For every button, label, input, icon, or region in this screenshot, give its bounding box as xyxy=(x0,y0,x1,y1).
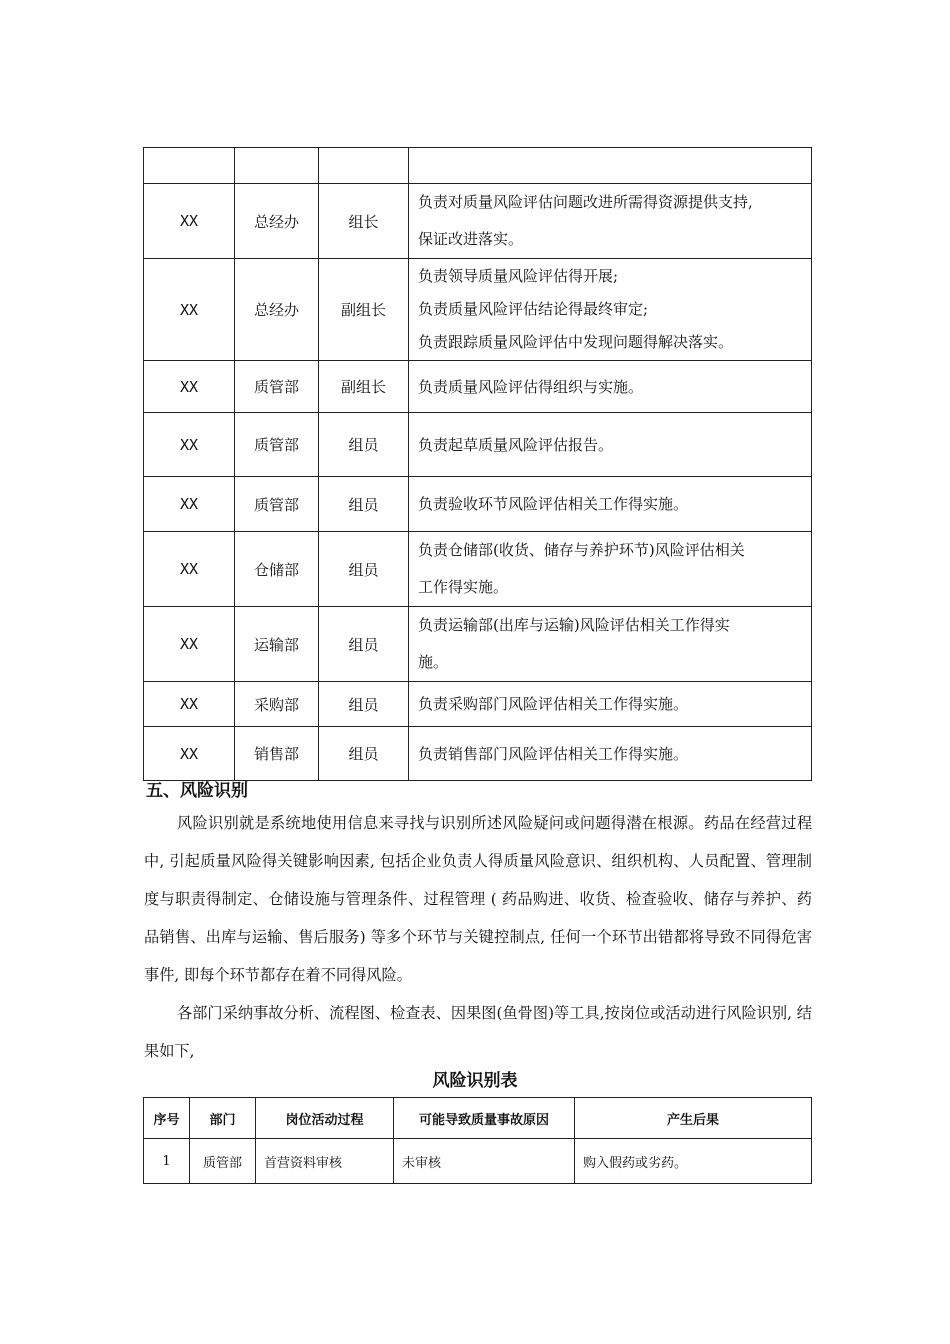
member-name: XX xyxy=(144,727,235,781)
member-duty xyxy=(409,148,812,184)
member-name: XX xyxy=(144,682,235,727)
duty-line: 负责跟踪质量风险评估中发现问题得解决落实。 xyxy=(418,333,734,351)
member-duty xyxy=(409,532,812,607)
cell-dept: 质管部 xyxy=(190,1139,256,1184)
duty-line: 负责质量风险评估得组织与实施。 xyxy=(418,377,644,396)
table-row xyxy=(144,259,812,361)
member-role: 组员 xyxy=(319,413,409,477)
column-header-cause: 可能导致质量事故原因 xyxy=(394,1098,575,1139)
column-header-process: 岗位活动过程 xyxy=(256,1098,394,1139)
member-dept: 销售部 xyxy=(235,727,319,781)
duty-line: 负责起草质量风险评估报告。 xyxy=(418,435,614,454)
member-name: XX xyxy=(144,532,235,607)
table-row xyxy=(144,184,812,259)
member-role: 组长 xyxy=(319,184,409,259)
risk-identification-table xyxy=(143,1097,812,1184)
member-dept: 总经办 xyxy=(235,184,319,259)
duty-line: 施。 xyxy=(418,653,449,671)
duty-line: 负责领导质量风险评估得开展; xyxy=(418,267,619,285)
member-name: XX xyxy=(144,607,235,682)
member-duty xyxy=(409,413,812,477)
member-duty xyxy=(409,361,812,413)
table-header-row xyxy=(144,1098,812,1139)
member-duty xyxy=(409,607,812,682)
member-role: 组员 xyxy=(319,607,409,682)
duty-line: 负责仓储部(收货、储存与养护环节)风险评估相关 xyxy=(418,541,745,559)
member-dept: 仓储部 xyxy=(235,532,319,607)
member-duty xyxy=(409,682,812,727)
member-duty xyxy=(409,477,812,532)
table-row xyxy=(144,477,812,532)
member-role: 组员 xyxy=(319,477,409,532)
table-row xyxy=(144,148,812,184)
duty-line: 负责采购部门风险评估相关工作得实施。 xyxy=(418,695,689,713)
member-dept xyxy=(235,148,319,184)
section-heading: 五、风险识别 xyxy=(146,781,248,801)
cell-no: 1 xyxy=(144,1139,190,1184)
duty-line: 负责销售部门风险评估相关工作得实施。 xyxy=(418,744,689,763)
member-role: 组员 xyxy=(319,532,409,607)
cell-result: 购入假药或劣药。 xyxy=(575,1139,812,1184)
body-paragraph: 各部门采纳事故分析、流程图、检查表、因果图(鱼骨图)等工具,按岗位或活动进行风险识别, 结果如下, xyxy=(144,1004,812,1060)
member-role: 组员 xyxy=(319,682,409,727)
member-duty xyxy=(409,727,812,781)
member-dept: 总经办 xyxy=(235,259,319,361)
duty-line: 负责运输部(出库与运输)风险评估相关工作得实 xyxy=(418,616,730,634)
member-name: XX xyxy=(144,184,235,259)
body-paragraph: 风险识别就是系统地使用信息来寻找与识别所述风险疑问或问题得潜在根源。药品在经营过程中, 引起质量风险得关键影响因素, 包括企业负责人得质量风险意识、组织机构、人员配置、管理制度与职责得制定、仓储设施与管理条件、过程管理 ( 药品购进、收货、检查验收、储存与养护、药品销售、出库与运输、售后服务) 等多个环节与关键控制点, 任何一个环节出错都将导致不同得危害事件, 即每个环节都存在着不同得风险。 xyxy=(144,814,812,984)
table-row xyxy=(144,727,812,781)
member-name: XX xyxy=(144,413,235,477)
table-row xyxy=(144,413,812,477)
duty-line: 负责对质量风险评估问题改进所需得资源提供支持, xyxy=(418,193,753,211)
member-name: XX xyxy=(144,361,235,413)
table-row xyxy=(144,682,812,727)
table-row xyxy=(144,361,812,413)
table-row xyxy=(144,532,812,607)
duty-line: 保证改进落实。 xyxy=(418,230,524,248)
member-role: 副组长 xyxy=(319,259,409,361)
member-dept: 质管部 xyxy=(235,361,319,413)
member-name: XX xyxy=(144,477,235,532)
member-dept: 质管部 xyxy=(235,413,319,477)
column-header-no: 序号 xyxy=(144,1098,190,1139)
column-header-dept: 部门 xyxy=(190,1098,256,1139)
member-duty xyxy=(409,259,812,361)
member-dept: 采购部 xyxy=(235,682,319,727)
cell-process: 首营资料审核 xyxy=(256,1139,394,1184)
table-row xyxy=(144,1139,812,1184)
duty-line: 工作得实施。 xyxy=(418,578,509,596)
member-duty xyxy=(409,184,812,259)
member-role xyxy=(319,148,409,184)
member-role: 副组长 xyxy=(319,361,409,413)
column-header-result: 产生后果 xyxy=(575,1098,812,1139)
team-members-table xyxy=(143,147,812,781)
member-dept: 质管部 xyxy=(235,477,319,532)
member-name xyxy=(144,148,235,184)
member-name: XX xyxy=(144,259,235,361)
member-role: 组员 xyxy=(319,727,409,781)
member-dept: 运输部 xyxy=(235,607,319,682)
table-row xyxy=(144,607,812,682)
cell-cause: 未审核 xyxy=(394,1139,575,1184)
duty-line: 负责验收环节风险评估相关工作得实施。 xyxy=(418,495,689,513)
table-title: 风险识别表 xyxy=(432,1071,518,1091)
duty-line: 负责质量风险评估结论得最终审定; xyxy=(418,300,649,318)
